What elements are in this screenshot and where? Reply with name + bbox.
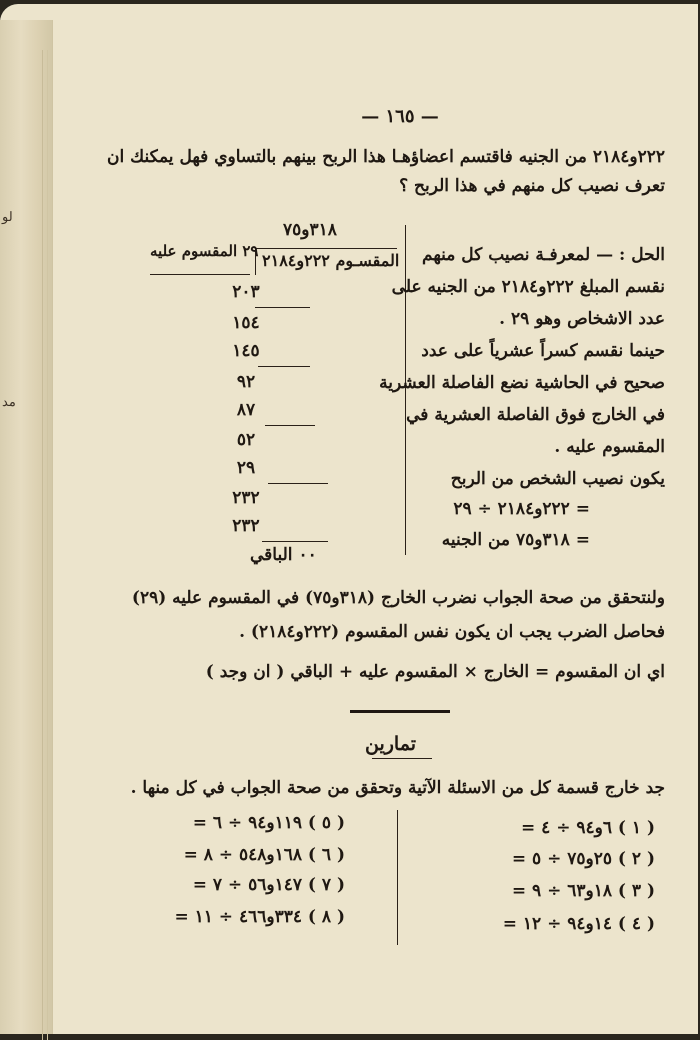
division-step-3: ١٤٥	[232, 341, 260, 361]
division-step-6: ٥٢	[236, 430, 256, 450]
solution-line-7: المقسوم عليه .	[554, 437, 665, 457]
dividend: المقسـوم ٢٢٢و٢١٨٤	[262, 251, 400, 270]
division-step-4: ٩٢	[236, 372, 256, 392]
divisor-underline	[150, 274, 250, 275]
verification-line-2: فحاصل الضرب يجب ان يكون نفس المقسوم (٢٢٢و٢١٨٤) .	[239, 622, 665, 642]
division-step-5: ٨٧	[236, 400, 256, 420]
division-step-9: ٢٣٢	[232, 516, 260, 536]
exercise-4: ( ٤ ) ١٤و٩٤ ÷ ١٢ =	[502, 914, 655, 934]
section-rule	[350, 710, 450, 713]
division-step-7: ٢٩	[236, 458, 256, 478]
exercise-5: ( ٥ ) ١١٩و٩٤ ÷ ٦ =	[192, 813, 345, 833]
divisor: ٢٩ المقسوم عليه	[150, 242, 259, 260]
division-step-1: ٢٠٣	[232, 282, 260, 302]
page-number: — ١٦٥ —	[361, 106, 439, 127]
exercise-1: ( ١ ) ٦و٩٤ ÷ ٤ =	[520, 818, 655, 838]
exercise-8: ( ٨ ) ٣٣٤و٤٦٦ ÷ ١١ =	[174, 907, 345, 927]
exercises-instruction: جد خارج قسمة كل من الاسئلة الآتية وتحقق من صحة الجواب في كل منها .	[130, 778, 665, 798]
verification-line-1: ولنتحقق من صحة الجواب نضرب الخارج (٣١٨و٧٥) في المقسوم عليه (٢٩)	[131, 588, 665, 608]
division-step-8: ٢٣٢	[232, 488, 260, 508]
exercise-2: ( ٢ ) ٢٥و٧٥ ÷ ٥ =	[511, 849, 655, 869]
margin-fragment-1: لو	[2, 210, 13, 225]
quotient: ٣١٨و٧٥	[283, 220, 337, 240]
solution-line-6: في الخارج فوق الفاصلة العشرية في	[406, 405, 665, 425]
solution-line-9: = ٢٢٢و٢١٨٤ ÷ ٢٩	[453, 499, 590, 519]
solution-line-3: عدد الاشخاص وهو ٢٩ .	[499, 309, 665, 329]
solution-line-8: يكون نصيب الشخص من الربح	[450, 469, 665, 489]
division-step-2: ١٥٤	[232, 313, 260, 333]
intro-line-1: ٢٢٢و٢١٨٤ من الجنيه فاقتسم اعضاؤهـا هذا الربح بينهم بالتساوي فهل يمكنك ان	[107, 147, 665, 167]
margin-fragment-2: مد	[2, 395, 16, 410]
verification-line-3: اي ان المقسوم = الخارج × المقسوم عليه + الباقي ( ان وجد )	[205, 662, 665, 682]
division-remainder: ٠٠ الباقي	[250, 545, 317, 565]
solution-line-2: نقسم المبلغ ٢٢٢و٢١٨٤ من الجنيه على	[391, 277, 665, 297]
exercise-divider	[397, 810, 398, 945]
page-edge-stack	[0, 20, 53, 1034]
solution-line-10: = ٣١٨و٧٥ من الجنيه	[441, 530, 590, 550]
exercise-3: ( ٣ ) ١٨و٦٣ ÷ ٩ =	[511, 881, 655, 901]
intro-line-2: تعرف نصيب كل منهم في هذا الربح ؟	[399, 176, 665, 196]
exercise-6: ( ٦ ) ١٦٨و٥٤٨ ÷ ٨ =	[183, 845, 345, 865]
exercise-7: ( ٧ ) ١٤٧و٥٦ ÷ ٧ =	[192, 875, 345, 895]
solution-line-5: صحيح في الحاشية نضع الفاصلة العشرية	[379, 373, 665, 393]
solution-line-1: الحل : — لمعرفـة نصيب كل منهم	[422, 245, 665, 265]
exercises-title: تمارين	[365, 733, 416, 755]
solution-line-4: حينما نقسم كسراً عشرياً على عدد	[421, 341, 665, 361]
